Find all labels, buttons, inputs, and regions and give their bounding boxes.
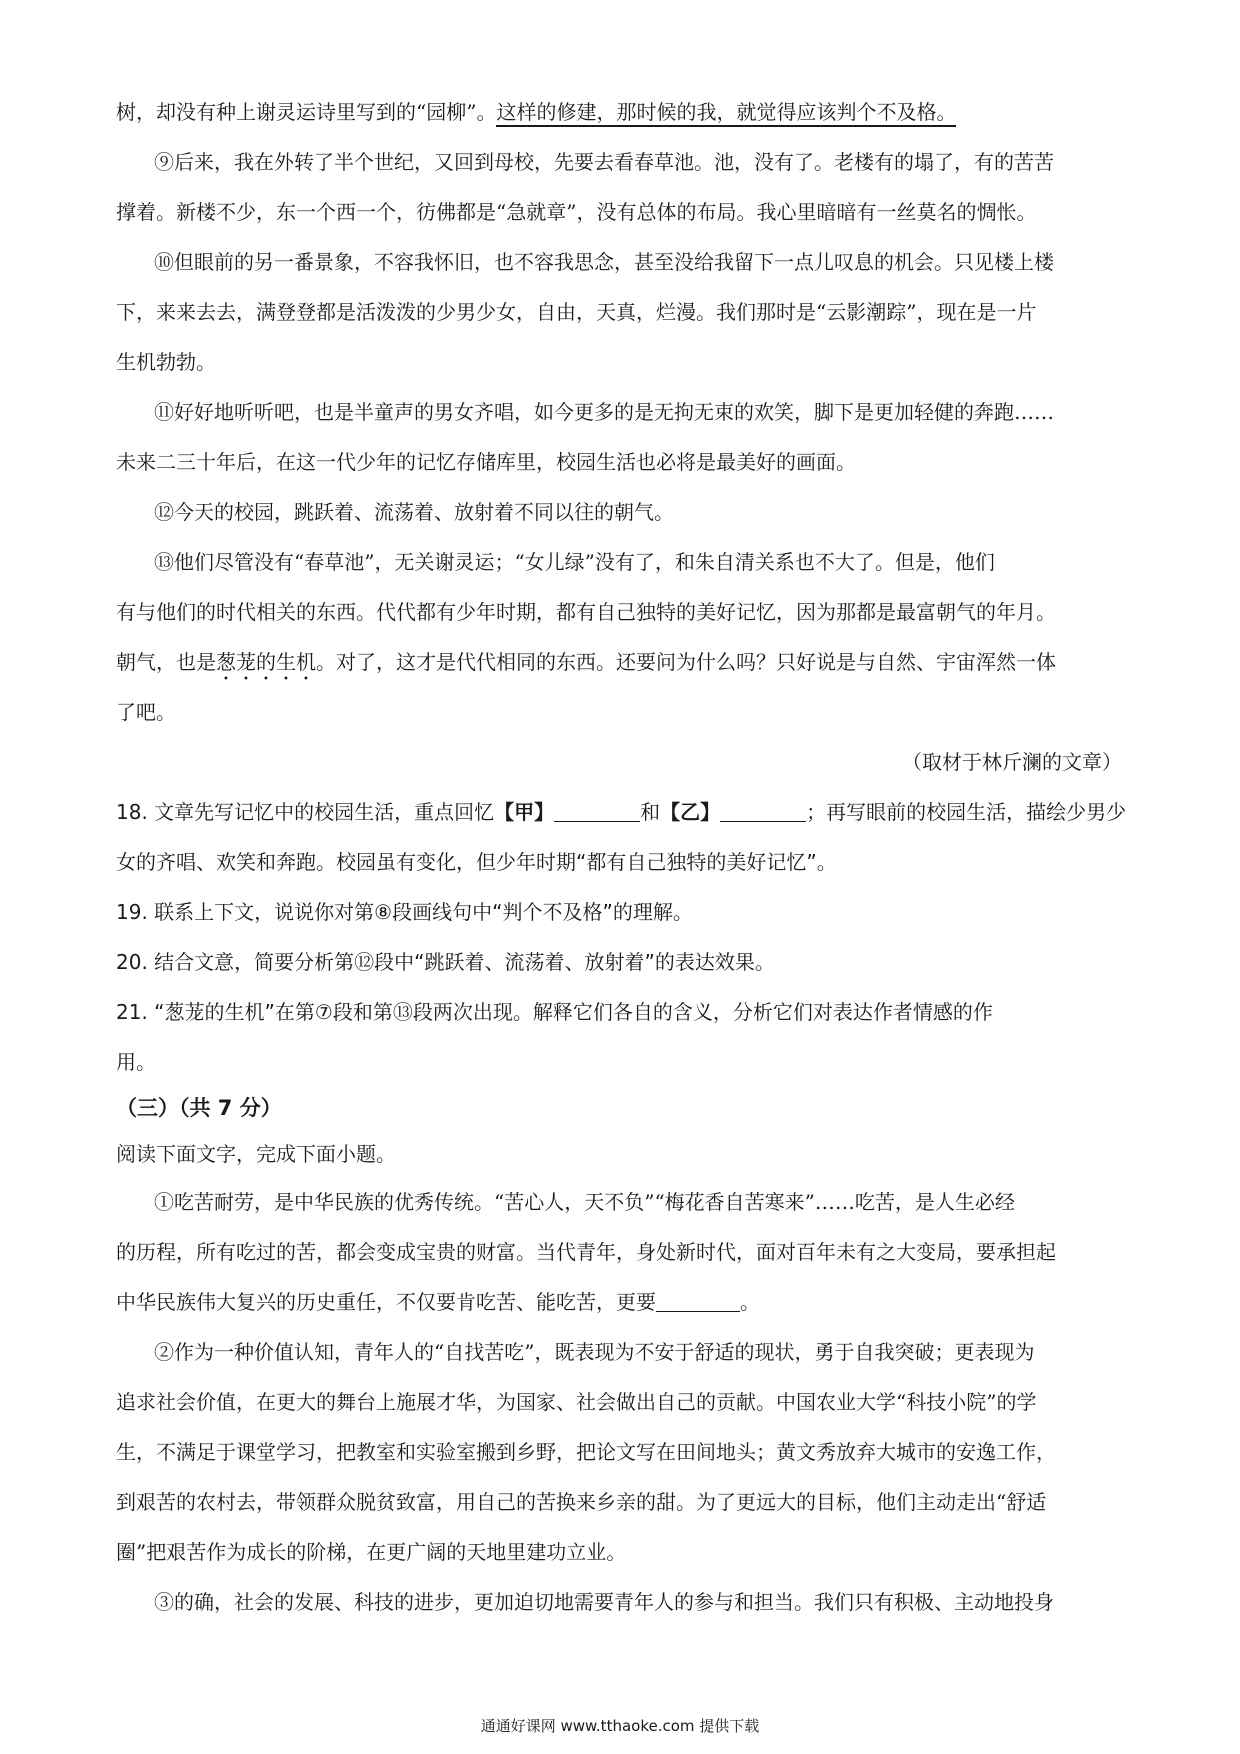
blank-label-jia: 【甲】 (494, 800, 555, 824)
reading-paragraph-2-line-3: 生，不满足于课堂学习，把教室和实验室搬到乡野，把论文写在田间地头；黄文秀放弃大城市的安逸工作， (116, 1440, 1056, 1464)
question-21-line-1: 21. “葱茏的生机”在第⑦段和第⑬段两次出现。解释它们各自的含义，分析它们对表达作者情感的作 (116, 1000, 993, 1024)
reading-paragraph-2-line-1: ②作为一种价值认知，青年人的“自找苦吃”，既表现为不安于舒适的现状，勇于自我突破；更表现为 (154, 1340, 1035, 1364)
reading-paragraph-1-line-3-end: 。 (740, 1290, 760, 1314)
question-18-text: 18. 文章先写记忆中的校园生活，重点回忆 (116, 800, 495, 824)
paragraph-10-line-2: 下，来来去去，满登登都是活泼泼的少男少女，自由，天真，烂漫。我们那时是“云影潮踪”，现在是一片 (116, 300, 1037, 324)
paragraph-10-line-3: 生机勃勃。 (116, 350, 216, 374)
blank-label-yi: 【乙】 (660, 800, 721, 824)
paragraph-8-tail (116, 98, 956, 126)
source-citation: （取材于林斤澜的文章） (902, 750, 1122, 774)
answer-blank-jia[interactable] (554, 801, 640, 822)
reading-paragraph-2-line-2: 追求社会价值，在更大的舞台上施展才华，为国家、社会做出自己的贡献。中国农业大学“科技小院”的学 (116, 1390, 1037, 1414)
page-footer: 通通好课网 www.tthaoke.com 提供下载 (480, 1717, 760, 1735)
paragraph-11-line-2: 未来二三十年后，在这一代少年的记忆存储库里，校园生活也必将是最美好的画面。 (116, 450, 856, 474)
paragraph-12: ⑫今天的校园，跳跃着、流荡着、放射着不同以往的朝气。 (154, 500, 674, 524)
paragraph-13-line-3-post: 。对了，这才是代代相同的东西。还要问为什么吗？只好说是与自然、宇宙浑然一体 (316, 650, 1056, 674)
section-3-heading: （三）（共 7 分） (116, 1096, 282, 1120)
paragraph-9-line-1: ⑨后来，我在外转了半个世纪，又回到母校，先要去看春草池。池，没有了。老楼有的塌了，有的苦苦 (154, 150, 1054, 174)
paragraph-13-line-4: 了吧。 (116, 700, 176, 724)
paragraph-13-line-1: ⑬他们尽管没有“春草池”，无关谢灵运；“女儿绿”没有了，和朱自清关系也不大了。但是，他们 (154, 550, 995, 574)
paragraph-10-line-1: ⑩但眼前的另一番景象，不容我怀旧，也不容我思念，甚至没给我留下一点儿叹息的机会。只见楼上楼 (154, 250, 1054, 274)
question-18-connector: 和 (640, 800, 661, 824)
reading-paragraph-2-line-5: 圈”把艰苦作为成长的阶梯，在更广阔的天地里建功立业。 (116, 1540, 627, 1564)
reading-paragraph-1-line-3 (116, 1288, 760, 1316)
fill-in-blank[interactable] (656, 1291, 740, 1312)
question-19: 19. 联系上下文，说说你对第⑧段画线句中“判个不及格”的理解。 (116, 900, 693, 924)
paragraph-8-text: 树，却没有种上谢灵运诗里写到的“园柳”。 (116, 100, 497, 124)
reading-paragraph-3-line-1: ③的确，社会的发展、科技的进步，更加迫切地需要青年人的参与和担当。我们只有积极、主动地投身 (154, 1590, 1054, 1614)
reading-paragraph-2-line-4: 到艰苦的农村去，带领群众脱贫致富，用自己的苦换来乡亲的甜。为了更远大的目标，他们主动走出“舒适 (116, 1490, 1047, 1514)
answer-blank-yi[interactable] (720, 801, 806, 822)
reading-paragraph-1-line-3-pre: 中华民族伟大复兴的历史重任，不仅要肯吃苦、能吃苦，更要 (116, 1290, 656, 1314)
dotted-phrase: 葱茏的生机 (216, 650, 316, 674)
paragraph-11-line-1: ⑪好好地听听吧，也是半童声的男女齐唱，如今更多的是无拘无束的欢笑，脚下是更加轻健的奔跑…… (154, 400, 1054, 424)
reading-paragraph-1-line-1: ①吃苦耐劳，是中华民族的优秀传统。“苦心人，天不负”“梅花香自苦寒来”……吃苦，是人生必经 (154, 1190, 1015, 1214)
section-3-instruction: 阅读下面文字，完成下面小题。 (116, 1142, 396, 1166)
question-18-line-2: 女的齐唱、欢笑和奔跑。校园虽有变化，但少年时期“都有自己独特的美好记忆”。 (116, 850, 837, 874)
paragraph-13-line-3-pre: 朝气，也是 (116, 650, 216, 674)
paragraph-13-line-2: 有与他们的时代相关的东西。代代都有少年时期，都有自己独特的美好记忆，因为那都是最富朝气的年月。 (116, 600, 1056, 624)
reading-paragraph-1-line-2: 的历程，所有吃过的苦，都会变成宝贵的财富。当代青年，身处新时代，面对百年未有之大变局，要承担起 (116, 1240, 1056, 1264)
paragraph-13-line-3 (116, 648, 1056, 685)
question-18-line-1 (116, 798, 1126, 826)
paragraph-9-line-2: 撑着。新楼不少，东一个西一个，彷佛都是“急就章”，没有总体的布局。我心里暗暗有一丝莫名的惆怅。 (116, 200, 1037, 224)
question-18-text-end: ；再写眼前的校园生活，描绘少男少 (806, 800, 1127, 824)
question-21-line-2: 用。 (116, 1050, 156, 1074)
question-20: 20. 结合文意，简要分析第⑫段中“跳跃着、流荡着、放射着”的表达效果。 (116, 950, 775, 974)
underlined-sentence: 这样的修建，那时候的我，就觉得应该判个不及格。 (496, 100, 956, 127)
